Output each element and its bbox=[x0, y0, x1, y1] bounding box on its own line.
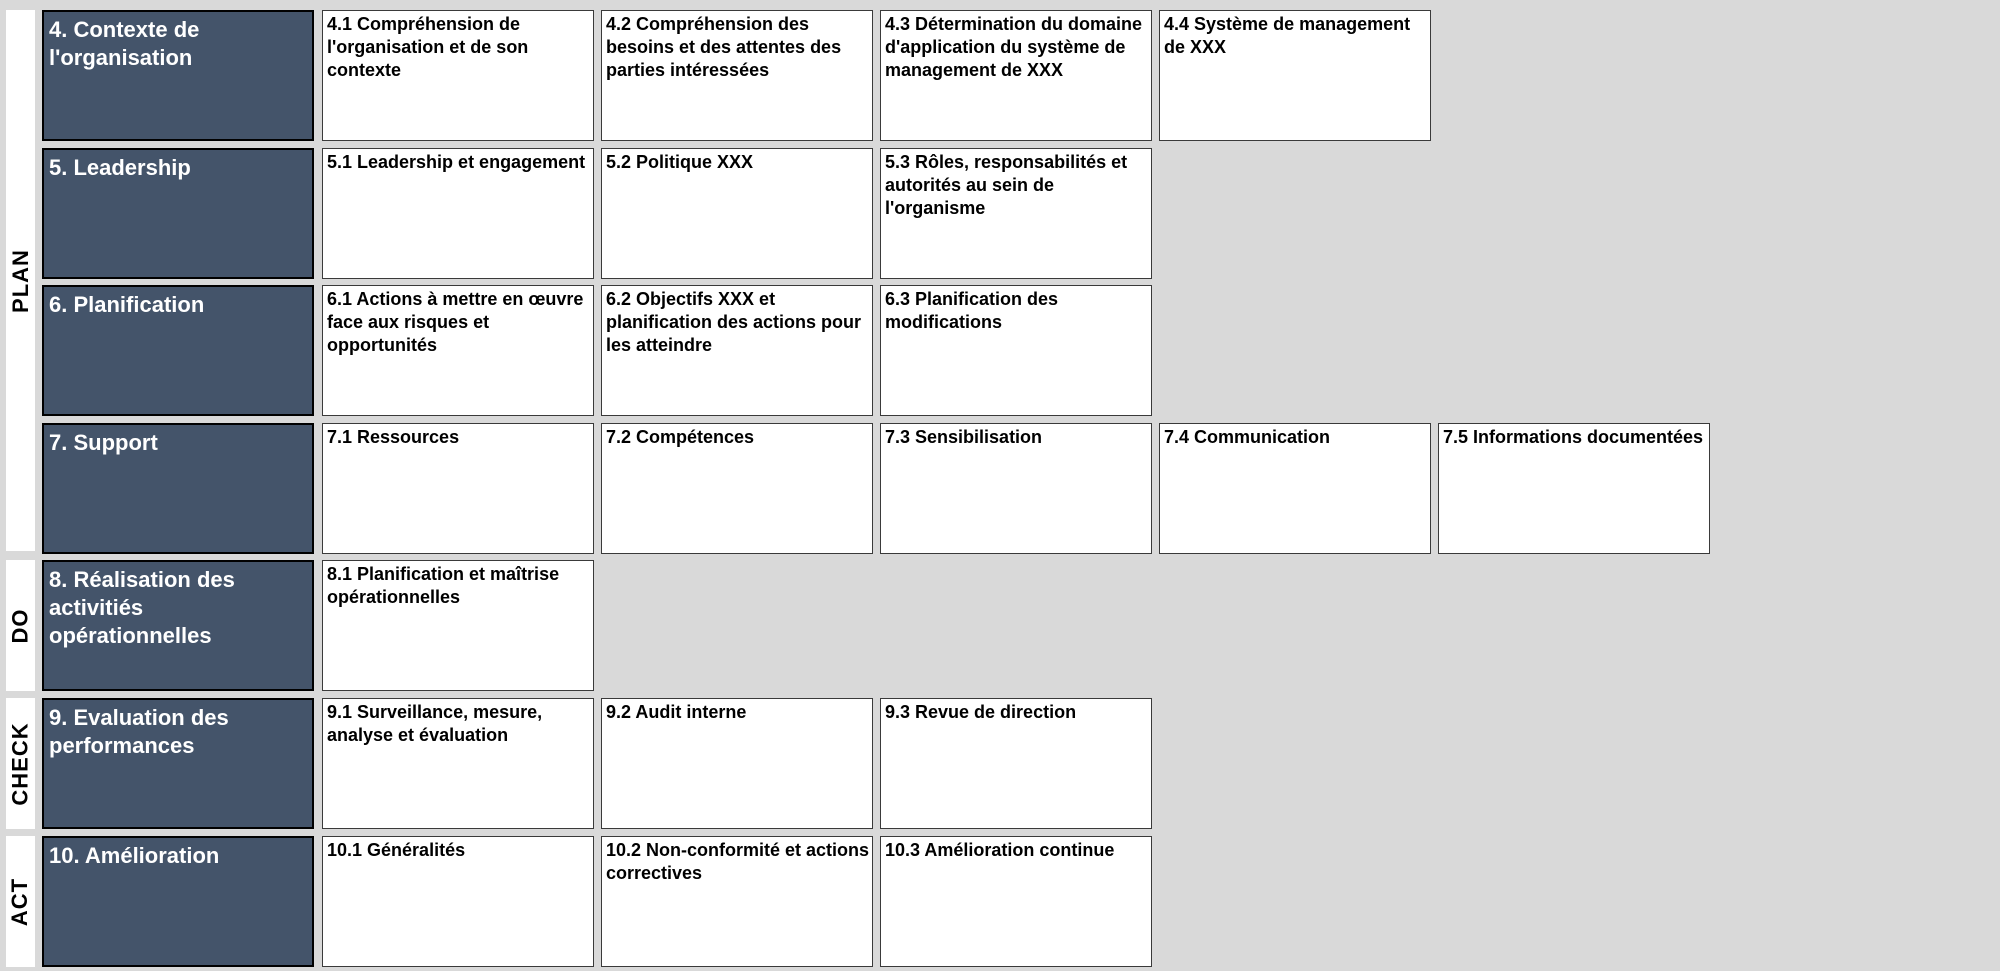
clause-7-2-box: 7.2 Compétences bbox=[601, 423, 873, 554]
phase-act-label: ACT bbox=[7, 877, 33, 926]
clause-6-2-box: 6.2 Objectifs XXX et planification des actions pour les atteindre bbox=[601, 285, 873, 416]
phase-check bbox=[6, 698, 35, 829]
phase-plan-label: PLAN bbox=[7, 248, 33, 313]
clause-7-4-box: 7.4 Communication bbox=[1159, 423, 1431, 554]
clause-5-1-box: 5.1 Leadership et engagement bbox=[322, 148, 594, 279]
phase-act bbox=[6, 836, 35, 967]
phase-plan bbox=[6, 10, 35, 551]
clause-10-3-box: 10.3 Amélioration continue bbox=[880, 836, 1152, 967]
clause-7-header: 7. Support bbox=[42, 423, 314, 554]
clause-7-5-box: 7.5 Informations documentées bbox=[1438, 423, 1710, 554]
clause-7-1-box: 7.1 Ressources bbox=[322, 423, 594, 554]
clause-6-1-box: 6.1 Actions à mettre en œuvre face aux risques et opportunités bbox=[322, 285, 594, 416]
clause-9-2-box: 9.2 Audit interne bbox=[601, 698, 873, 829]
clause-10-header: 10. Amélioration bbox=[42, 836, 314, 967]
clause-10-2-box: 10.2 Non-conformité et actions correctives bbox=[601, 836, 873, 967]
clause-8-header: 8. Réalisation des activitiés opérationnelles bbox=[42, 560, 314, 691]
clause-5-3-box: 5.3 Rôles, responsabilités et autorités au sein de l'organisme bbox=[880, 148, 1152, 279]
clause-4-4-box: 4.4 Système de management de XXX bbox=[1159, 10, 1431, 141]
clause-6-3-box: 6.3 Planification des modifications bbox=[880, 285, 1152, 416]
phase-do bbox=[6, 560, 35, 691]
clause-6-header: 6. Planification bbox=[42, 285, 314, 416]
clause-8-1-box: 8.1 Planification et maîtrise opérationnelles bbox=[322, 560, 594, 691]
clause-7-3-box: 7.3 Sensibilisation bbox=[880, 423, 1152, 554]
clause-4-3-box: 4.3 Détermination du domaine d'application du système de management de XXX bbox=[880, 10, 1152, 141]
clause-4-1-box: 4.1 Compréhension de l'organisation et de son contexte bbox=[322, 10, 594, 141]
clause-4-header: 4. Contexte de l'organisation bbox=[42, 10, 314, 141]
clause-4-2-box: 4.2 Compréhension des besoins et des attentes des parties intéressées bbox=[601, 10, 873, 141]
clause-5-header: 5. Leadership bbox=[42, 148, 314, 279]
phase-check-label: CHECK bbox=[7, 721, 33, 806]
clause-9-header: 9. Evaluation des performances bbox=[42, 698, 314, 829]
clause-9-1-box: 9.1 Surveillance, mesure, analyse et évaluation bbox=[322, 698, 594, 829]
clause-5-2-box: 5.2 Politique XXX bbox=[601, 148, 873, 279]
clause-10-1-box: 10.1 Généralités bbox=[322, 836, 594, 967]
clause-9-3-box: 9.3 Revue de direction bbox=[880, 698, 1152, 829]
phase-do-label: DO bbox=[7, 608, 33, 643]
